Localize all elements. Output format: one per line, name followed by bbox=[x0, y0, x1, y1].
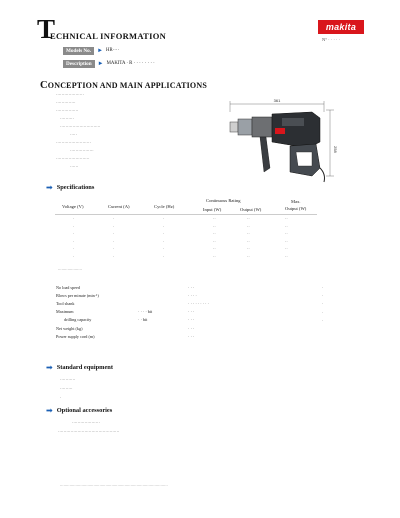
col-max-output: Output (W) bbox=[285, 206, 307, 211]
col-current: Current (A) bbox=[108, 204, 130, 209]
makita-logo: makita bbox=[318, 20, 364, 34]
concept-heading bbox=[40, 80, 207, 91]
rotary-hammer-drawing bbox=[220, 98, 338, 184]
standard-equipment-list bbox=[60, 377, 75, 400]
col-output: Output (W) bbox=[240, 207, 262, 212]
spec-item: Blows per minute (min·¹) · · · · bbox=[56, 292, 197, 298]
model-value: HR···· bbox=[106, 48, 120, 53]
arrow-right-icon: ► bbox=[97, 61, 104, 67]
table-row: · · · ·· ·· ·· bbox=[73, 216, 288, 221]
table-row: · · · ·· ·· ·· bbox=[73, 223, 288, 229]
concept-initial: C bbox=[40, 80, 48, 91]
col-continuous: Continuous Rating bbox=[206, 198, 241, 203]
dim-width-label: 361 bbox=[273, 98, 281, 103]
list-item: ···················· bbox=[72, 420, 100, 425]
table-note: ···················· bbox=[58, 268, 82, 272]
col-max: Max. bbox=[291, 199, 301, 204]
spec-item: Net weight (kg) · · · bbox=[56, 325, 195, 331]
arrow-right-icon: ► bbox=[97, 48, 104, 54]
title-initial: T bbox=[37, 14, 56, 44]
spec-item: Power supply cord (m) · · · bbox=[56, 333, 195, 339]
description-row bbox=[63, 60, 155, 68]
concept-line: ····························· bbox=[60, 124, 101, 129]
spec-item: Tool shank · · · · · · · · · bbox=[56, 300, 209, 306]
concept-line: ························ bbox=[56, 156, 90, 161]
standard-equipment-heading bbox=[46, 364, 113, 372]
spec-item: No load speed · · · bbox=[56, 284, 195, 290]
arrow-right-icon: ➡ bbox=[46, 183, 53, 192]
footer-note: ·························································································· bbox=[60, 484, 168, 488]
spec-item: drilling capacity · · bit · · · bbox=[64, 317, 195, 323]
col-cycle: Cycle (Hz) bbox=[154, 204, 175, 209]
concept-line: ····· bbox=[70, 132, 77, 137]
concept-line: ················· bbox=[70, 148, 94, 153]
table-divider bbox=[55, 214, 317, 215]
col-input: Input (W) bbox=[203, 207, 222, 212]
concept-line: ·············· bbox=[56, 100, 76, 105]
model-row bbox=[63, 47, 119, 55]
page-title: ECHNICAL INFORMATION bbox=[50, 31, 167, 41]
arrow-right-icon: ➡ bbox=[46, 406, 53, 415]
table-row: · · · ·· ·· ·· bbox=[73, 238, 288, 244]
standard-equipment-title: Standard equipment bbox=[56, 364, 113, 371]
concept-title: ONCEPTION AND MAIN APPLICATIONS bbox=[47, 81, 207, 90]
dim-height-label: 258 bbox=[333, 146, 338, 153]
table-row: · · · ·· ·· ·· bbox=[73, 231, 288, 236]
spec-item: Maximum · · · · bit · · · bbox=[56, 309, 195, 315]
table-row: · · · ·· ·· ·· bbox=[73, 253, 288, 259]
description-value: MAKITA · R · · · · · · · · bbox=[106, 61, 155, 66]
optional-accessories-heading bbox=[46, 407, 112, 415]
specifications-table bbox=[55, 216, 317, 261]
concept-line: ···················· bbox=[56, 92, 84, 97]
concept-text bbox=[56, 92, 100, 169]
concept-line: ·········· bbox=[60, 116, 74, 121]
list-item: ············································ bbox=[58, 429, 120, 434]
spec-right-marks: · · · · · bbox=[322, 285, 324, 323]
col-voltage: Voltage (V) bbox=[62, 204, 84, 209]
optional-accessories-title: Optional accessories bbox=[56, 407, 113, 414]
concept-line: ················ bbox=[56, 108, 79, 113]
specifications-title: Specifications bbox=[56, 184, 95, 191]
arrow-right-icon: ➡ bbox=[46, 363, 53, 372]
concept-line: ······ bbox=[70, 164, 79, 169]
model-label: Models No. bbox=[63, 47, 94, 55]
document-number: N° · · · · · bbox=[322, 37, 341, 42]
list-item: · bbox=[60, 395, 62, 400]
spec-items bbox=[56, 283, 326, 340]
concept-line: ························· bbox=[56, 140, 91, 145]
description-label: Description bbox=[63, 60, 95, 68]
table-row: · · · ·· ·· ·· bbox=[73, 246, 288, 251]
list-item: ··········· bbox=[60, 377, 76, 382]
optional-accessories-list bbox=[58, 420, 119, 434]
list-item: ········· bbox=[60, 386, 73, 391]
specifications-heading bbox=[46, 184, 94, 192]
